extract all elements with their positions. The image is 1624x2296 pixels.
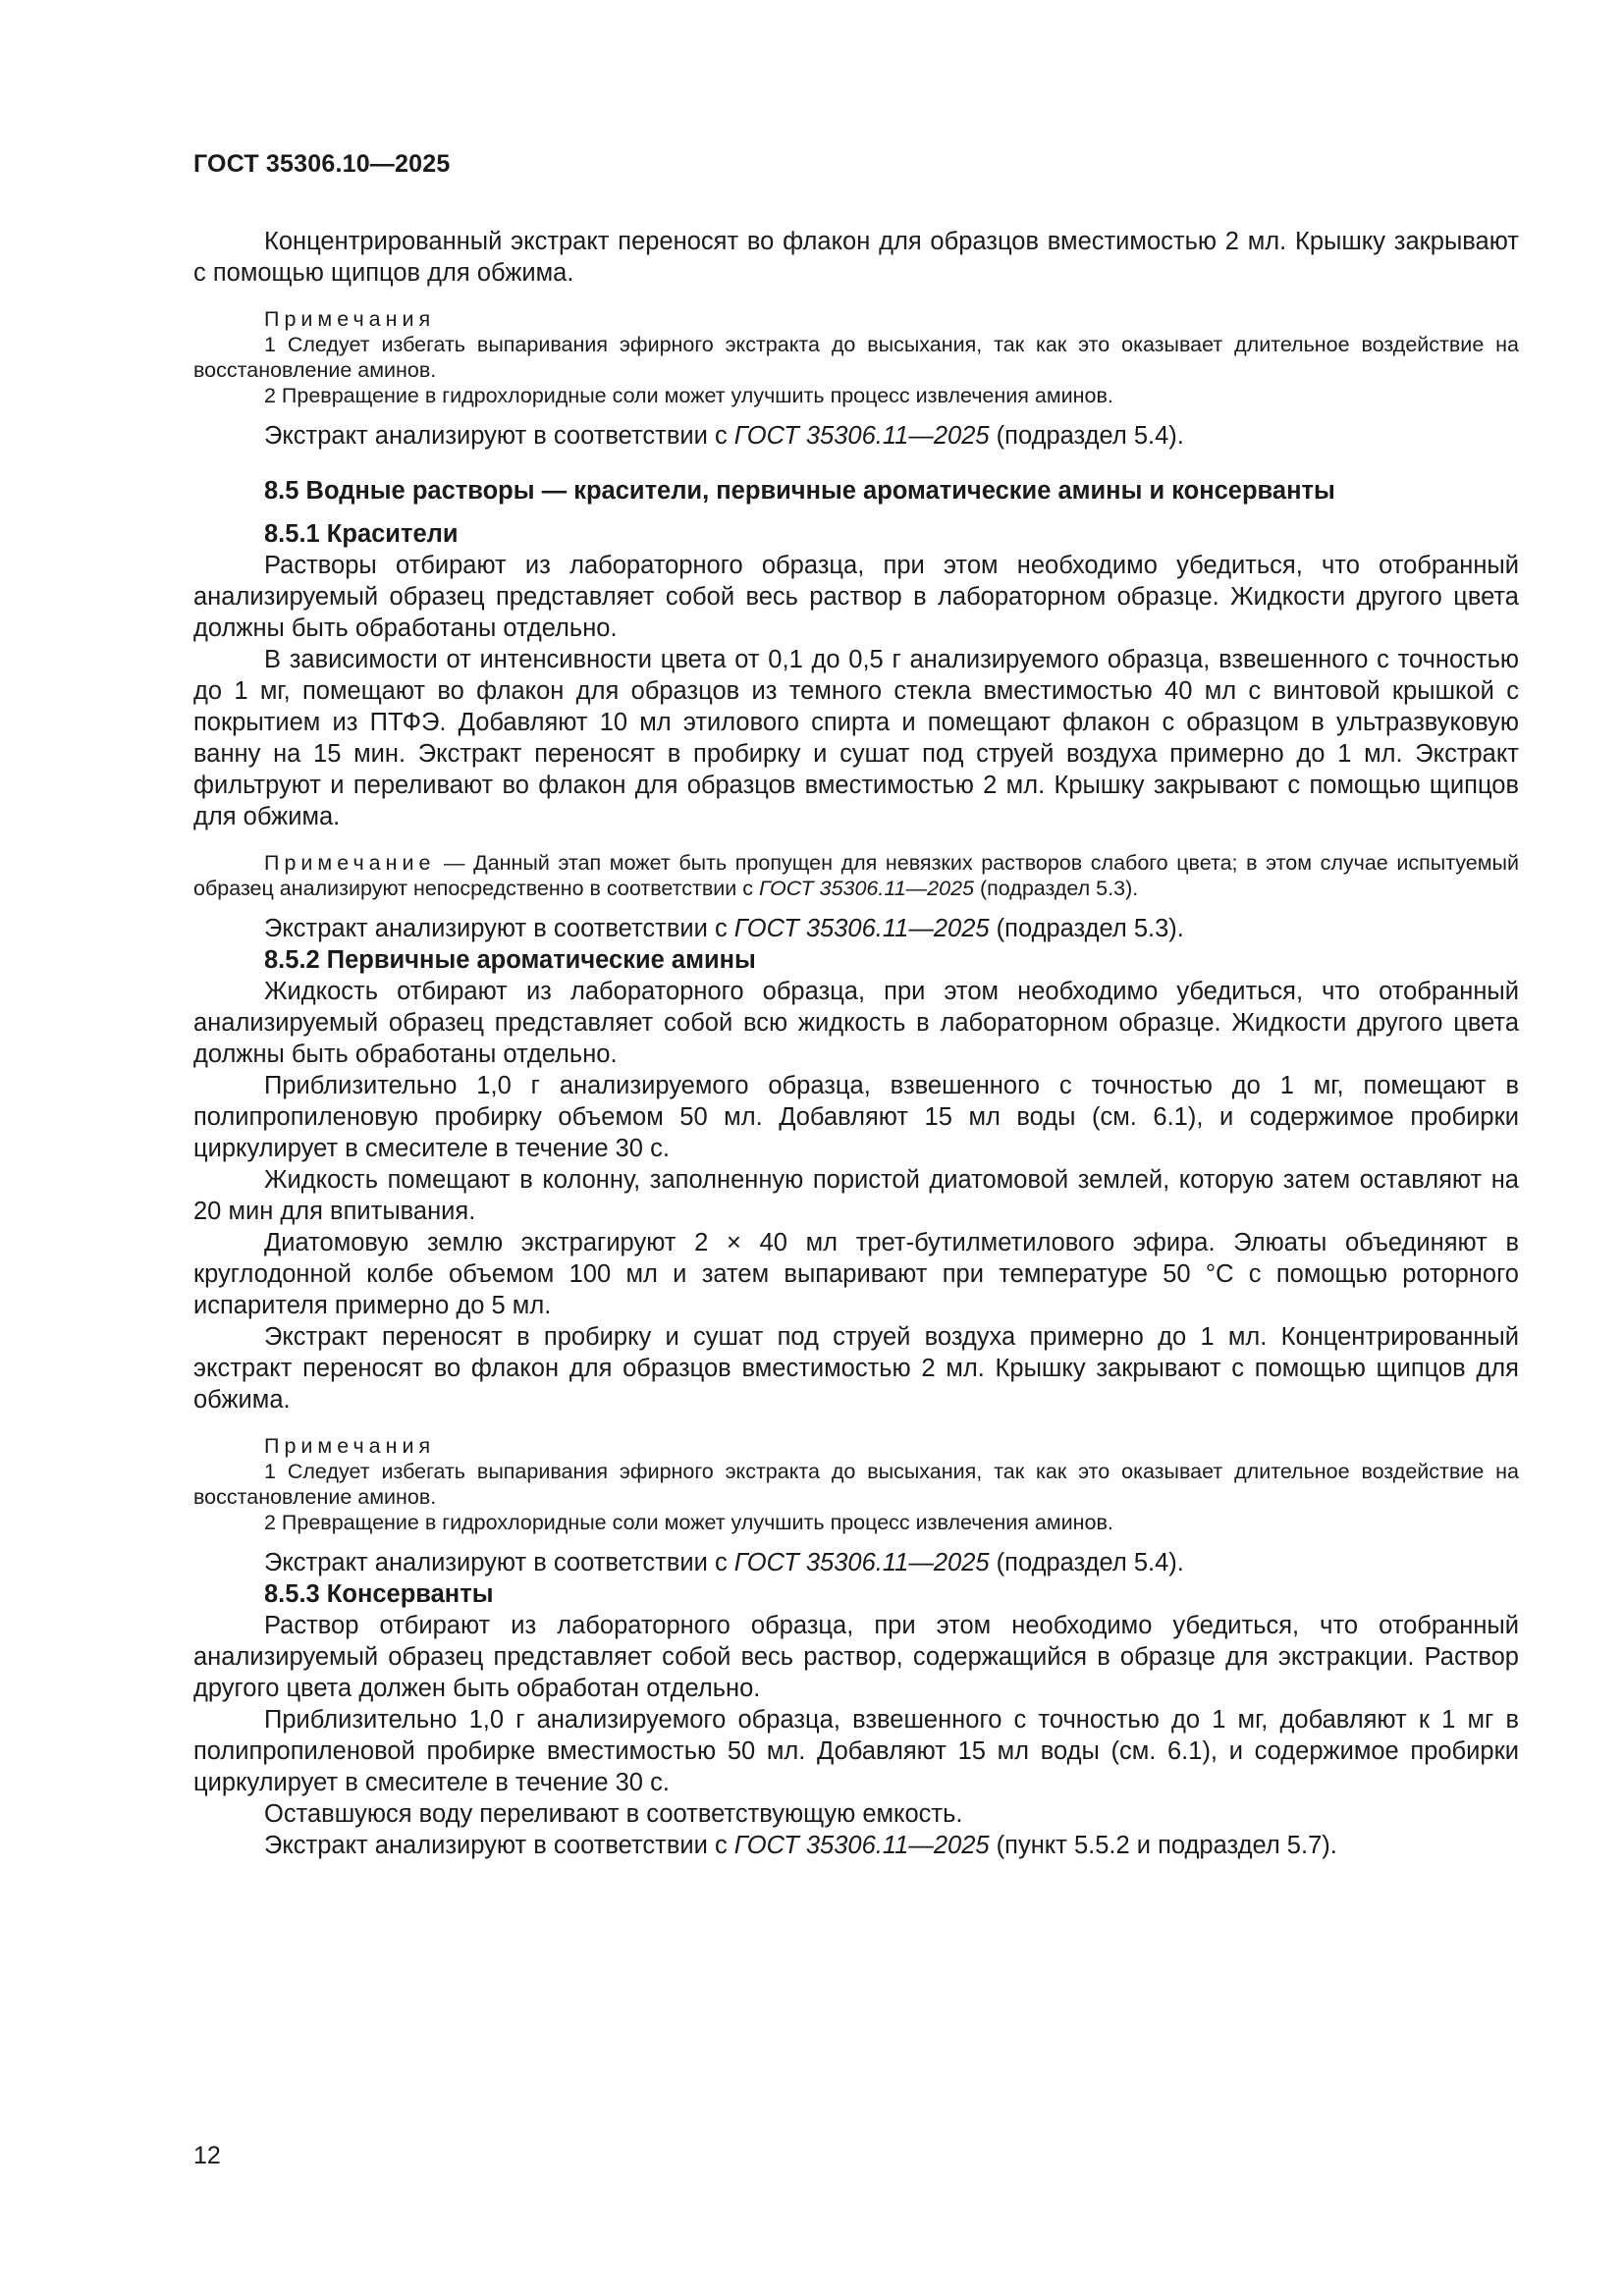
paragraph: Оставшуюся воду переливают в соответствующую емкость. [264,1800,963,1828]
page-number: 12 [193,2142,221,2169]
paragraph: Раствор отбирают из лабораторного образца, при этом необходимо убедиться, что отобранный анализируемый образец представляет собой весь раствор, содержащийся в образце для экстракции. Раствор другого цвета должен быть обработан отдельно. [193,1612,1519,1702]
paragraph: Растворы отбирают из лабораторного образца, при этом необходимо убедиться, что отобранный анализируемый образец представляет собой весь раствор в лабораторном образце. Жидкости другого цвета должны быть обработаны отдельно. [193,552,1519,642]
standard-reference: ГОСТ 35306.11—2025 [758,877,975,900]
paragraph-reference: Экстракт анализируют в соответствии с ГОСТ 35306.11—2025 (подраздел 5.4). [264,422,1184,450]
paragraph: Жидкость отбирают из лабораторного образца, при этом необходимо убедиться, что отобранный анализируемый образец представляет собой всю жидкость в лабораторном образце. Жидкости другого цвета должны быть обработаны отдельно. [193,978,1519,1068]
notes-heading: Примечания [264,1434,436,1458]
paragraph: В зависимости от интенсивности цвета от 0,1 до 0,5 г анализируемого образца, взвешенного с точностью до 1 мг, помещают во флакон для образцов из темного стекла вместимостью 40 мл с винтовой крышкой с покрытием из ПТФЭ. Добавляют 10 мл этилового спирта и помещают флакон с образцом в ультразвуковую ванну на 15 мин. Экстракт переносят в пробирку и сушат под струей воздуха примерно до 1 мл. Экстракт фильтруют и переливают во флакон для образцов вместимостью 2 мл. Крышку закрывают с помощью щипцов для обжима. [193,646,1519,830]
paragraph: Экстракт переносят в пробирку и сушат под струей воздуха примерно до 1 мл. Концентрированный экстракт переносят во флакон для образцов вместимостью 2 мл. Крышку закрывают с помощью щипцов для обжима. [193,1323,1519,1414]
paragraph: Приблизительно 1,0 г анализируемого образца, взвешенного с точностью до 1 мг, добавляют к 1 мг в полипропиленовой пробирке вместимостью 50 мл. Добавляют 15 мл воды (см. 6.1), и содержимое пробирки циркулирует в смесителе в течение 30 с. [193,1706,1519,1796]
note-item: 1 Следует избегать выпаривания эфирного экстракта до высыхания, так как это оказывает длительное воздействие на восстановление аминов. [193,333,1519,382]
standard-reference: ГОСТ 35306.11—2025 [733,915,990,942]
notes-heading: Примечания [264,307,436,331]
standard-reference: ГОСТ 35306.11—2025 [733,1832,990,1859]
standard-reference: ГОСТ 35306.11—2025 [733,422,990,450]
paragraph: Жидкость помещают в колонну, заполненную пористой диатомовой землей, которую затем оставляют на 20 мин для впитывания. [193,1166,1519,1225]
paragraph: Приблизительно 1,0 г анализируемого образца, взвешенного с точностью до 1 мг, помещают в полипропиленовую пробирку объемом 50 мл. Добавляют 15 мл воды (см. 6.1), и содержимое пробирки циркулирует в смесителе в течение 30 с. [193,1072,1519,1162]
paragraph-reference: Экстракт анализируют в соответствии с ГОСТ 35306.11—2025 (пункт 5.5.2 и подраздел 5.7). [264,1832,1337,1859]
note-item: 1 Следует избегать выпаривания эфирного экстракта до высыхания, так как это оказывает длительное воздействие на восстановление аминов. [193,1460,1519,1509]
paragraph-reference: Экстракт анализируют в соответствии с ГОСТ 35306.11—2025 (подраздел 5.4). [264,1549,1184,1576]
document-header: ГОСТ 35306.10—2025 [193,150,451,178]
section-heading-8-5: 8.5 Водные растворы — красители, первичные ароматические амины и консерванты [264,477,1335,505]
paragraph: Диатомовую землю экстрагируют 2 × 40 мл трет-бутилметилового эфира. Элюаты объединяют в круглодонной колбе объемом 100 мл и затем выпаривают при температуре 50 °С с помощью роторного испарителя примерно до 5 мл. [193,1229,1519,1319]
subsection-heading-8-5-3: 8.5.3 Консерванты [264,1580,494,1608]
paragraph-reference: Экстракт анализируют в соответствии с ГОСТ 35306.11—2025 (подраздел 5.3). [264,915,1184,942]
paragraph: Концентрированный экстракт переносят во флакон для образцов вместимостью 2 мл. Крышку закрывают с помощью щипцов для обжима. [193,228,1519,287]
subsection-heading-8-5-2: 8.5.2 Первичные ароматические амины [264,946,756,974]
note-item: 2 Превращение в гидрохлоридные соли может улучшить процесс извлечения аминов. [264,384,1113,407]
note-item: Примечание — Данный этап может быть пропущен для невязких растворов слабого цвета; в этом случае испытуемый образец анализируют непосредственно в соответствии с ГОСТ 35306.11—2025 (подраздел 5.3). [193,851,1519,900]
subsection-heading-8-5-1: 8.5.1 Красители [264,520,459,548]
note-item: 2 Превращение в гидрохлоридные соли может улучшить процесс извлечения аминов. [264,1511,1113,1534]
standard-reference: ГОСТ 35306.11—2025 [733,1549,990,1576]
page-body [193,226,1519,1861]
